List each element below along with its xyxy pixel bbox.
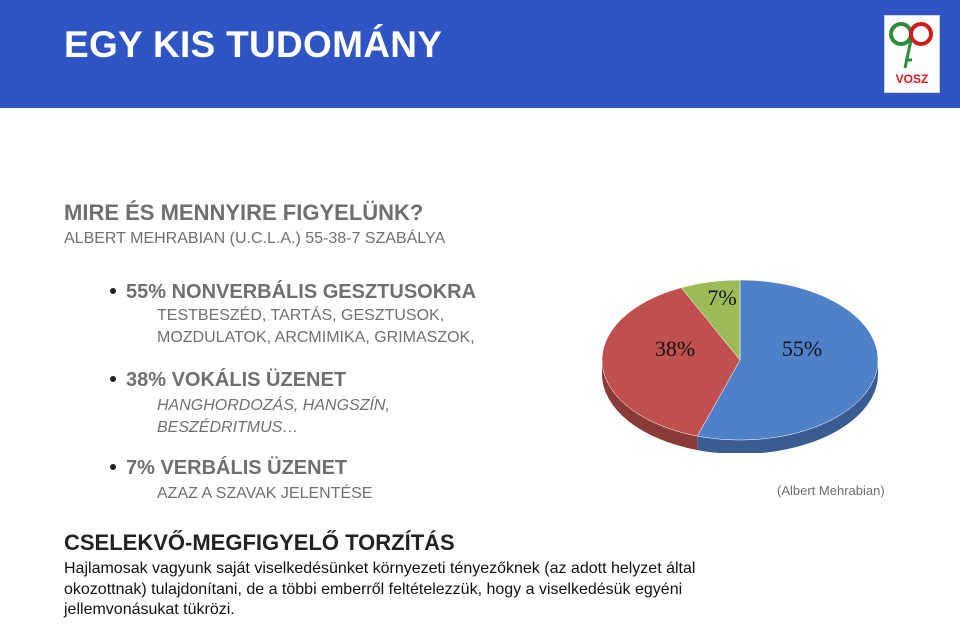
pie-label: 7% [707,285,737,310]
bullet-detail: MOZDULATOK, ARCMIMIKA, GRIMASZOK, [157,329,475,346]
bullet-title: VERBÁLIS ÜZENET [160,457,348,479]
pie-label: 55% [781,336,823,361]
bias-paragraph [64,559,924,621]
bullet-verbal [110,457,347,480]
bullet-pct: 7% [126,457,155,479]
bullet-detail: TESTBESZÉD, TARTÁS, GESZTUSOK, [157,307,445,324]
section-heading: MIRE ÉS MENNYIRE FIGYELÜNK? [64,200,424,225]
header-bar [0,0,960,108]
slide-title: EGY KIS TUDOMÁNY [64,24,443,65]
bullet-pct: 55% [126,281,167,303]
bullet-title: NONVERBÁLIS GESZTUSOKRA [171,281,477,303]
bullet-dot-icon [110,464,116,470]
pie-label: 38% [654,336,696,361]
vosz-logo [884,15,940,93]
paragraph-line: jellemvonásukat tükrözi. [64,601,235,618]
pie-chart [600,278,885,453]
bullet-title: VOKÁLIS ÜZENET [171,369,347,391]
bullet-dot-icon [110,288,116,294]
bullet-detail: HANGHORDOZÁS, HANGSZÍN, [157,397,390,414]
key-logo-icon [885,16,939,72]
section-subheading: ALBERT MEHRABIAN (U.C.L.A.) 55-38-7 SZABÁLYA [64,230,446,247]
bullet-vocal [110,369,346,392]
logo-text: VOSZ [895,72,929,86]
bullet-nonverbal [110,281,476,304]
bias-heading: CSELEKVŐ-MEGFIGYELŐ TORZÍTÁS [64,530,455,555]
bullet-dot-icon [110,376,116,382]
chart-credit: (Albert Mehrabian) [777,483,885,498]
paragraph-line: Hajlamosak vagyunk saját viselkedésünket környezeti tényezőknek (az adott helyzet által [64,560,696,577]
bullet-detail: AZAZ A SZAVAK JELENTÉSE [157,485,373,502]
bullet-pct: 38% [126,369,167,391]
paragraph-line: okozottnak) tulajdonítani, de a többi emberről feltételezzük, hogy a viselkedésük egyéni [64,580,683,598]
bullet-detail: BESZÉDRITMUS… [157,419,299,436]
